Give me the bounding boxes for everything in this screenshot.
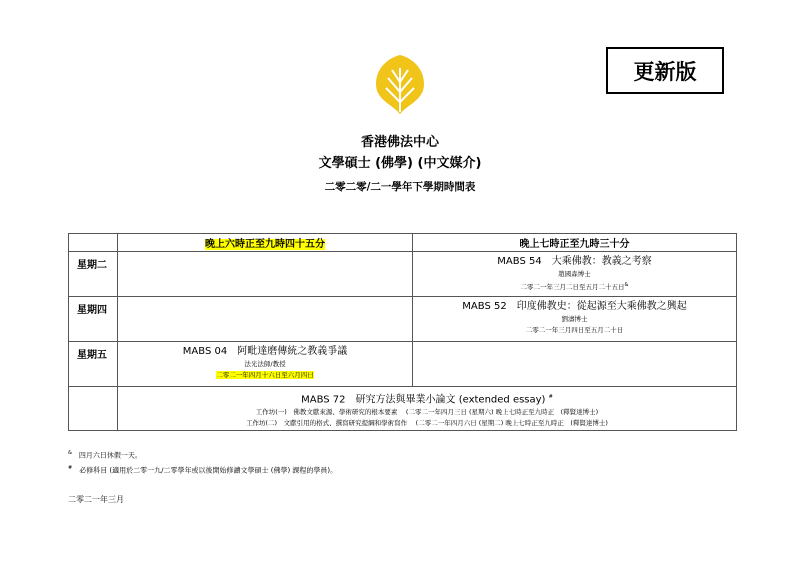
table-row [69, 297, 737, 342]
empty-cell [69, 387, 118, 431]
course-title: MABS 54 大乘佛教：教義之考察 [497, 256, 652, 267]
thesis-cell [118, 387, 737, 431]
updated-version-badge: 更新版 [606, 47, 724, 94]
thesis-course-title: MABS 72 研究方法與畢業小論文 (extended essay) # [301, 394, 553, 406]
footnote-mark: # [548, 394, 553, 400]
empty-cell [413, 342, 737, 387]
course-dates: 二零二一年四月十六日至六月四日 [216, 371, 314, 379]
organization-name: 香港佛法中心 [360, 135, 439, 150]
day-label: 星期二 [69, 252, 118, 297]
program-name: 文學碩士 (佛學) (中文媒介) [318, 156, 482, 171]
schedule-table [68, 233, 737, 431]
course-instructor: 劉濤博士 [561, 315, 588, 323]
thesis-row [69, 387, 737, 431]
empty-cell [118, 297, 413, 342]
course-instructor: 趙國森博士 [558, 270, 591, 278]
day-label: 星期四 [69, 297, 118, 342]
day-header-cell [69, 234, 118, 252]
course-cell [118, 342, 413, 387]
table-row [69, 252, 737, 297]
footnote: & 四月六日休假一天。 [68, 450, 142, 460]
bodhi-leaf-logo [372, 54, 428, 116]
table-row [69, 342, 737, 387]
time-slot-header-1: 晚上六時正至九時四十五分 [118, 234, 413, 252]
workshop-line: 工作坊(一) 佛教文獻來源、學術研究的根本要素 (二零二一年四月三日 (星期六) 晚上七時正至九時正 (釋賢達博士) [255, 408, 599, 417]
workshop-line: 工作坊(二) 文獻引用的格式、撰寫研究提綱和學術寫作 (二零二一年四月六日 (星期二) 晚上七時正至九時正 (釋賢達博士) [246, 419, 608, 428]
course-instructor: 法光法師/教授 [244, 360, 286, 368]
course-title: MABS 04 阿毗達磨傳統之教義爭議 [182, 346, 348, 357]
course-dates: 二零二一年三月四日至五月二十日 [525, 326, 624, 334]
issue-date: 二零二一年三月 [68, 495, 124, 504]
term-schedule-title: 二零二零/二一學年下學期時間表 [324, 181, 476, 193]
day-label: 星期五 [69, 342, 118, 387]
empty-cell [118, 252, 413, 297]
table-header-row [69, 234, 737, 252]
footnote: # 必修科目 (適用於二零一九/二零學年或以後開始修讀文學碩士 (佛學) 課程的學員)。 [68, 465, 338, 475]
footnote-mark: & [624, 282, 629, 288]
document-title-block [0, 133, 800, 197]
course-title: MABS 52 印度佛教史：從起源至大乘佛教之興起 [462, 301, 687, 312]
course-dates: 二零二一年三月二日至五月二十五日& [520, 282, 629, 292]
course-cell [413, 297, 737, 342]
time-slot-header-2: 晚上七時正至九時三十分 [413, 234, 737, 252]
course-cell [413, 252, 737, 297]
